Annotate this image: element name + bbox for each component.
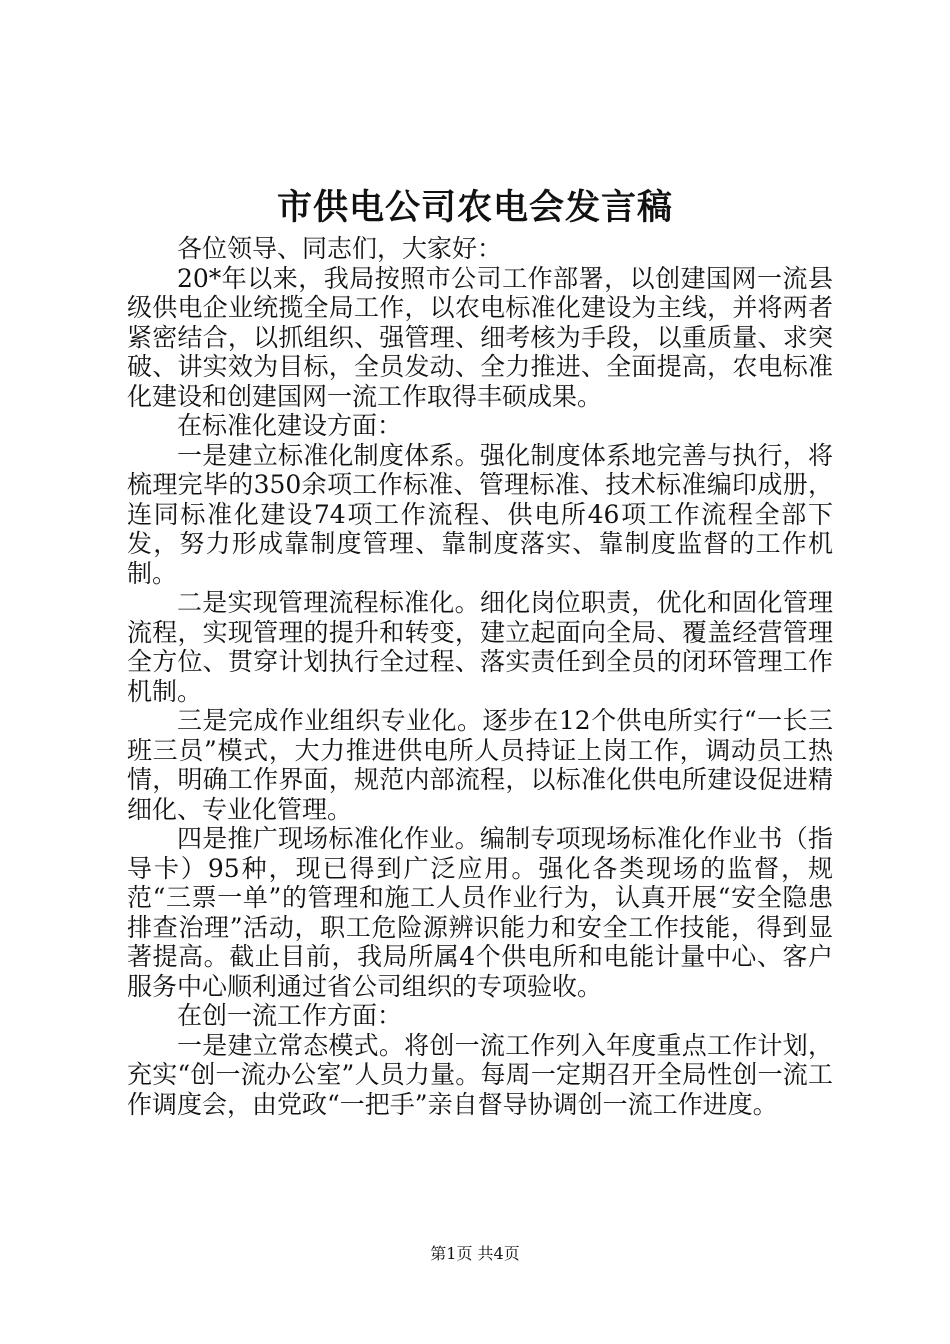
- document-title: 市供电公司农电会发言稿: [276, 187, 673, 228]
- first-class-item-1: 一是建立常态模式。将创一流工作列入年度重点工作计划，充实“创一流办公室”人员力量。每周一定期召开全局性创一流工作调度会，由党政“一把手”亲自督导协调创一流工作进度。: [127, 1030, 833, 1119]
- standardization-item-3: 三是完成作业组织专业化。逐步在12个供电所实行“一长三班三员”模式，大力推进供电所人员持证上岗工作，调动员工热情，明确工作界面，规范内部流程，以标准化供电所建设促进精细化、专业化管理。: [127, 706, 833, 824]
- page-footer: 第1页 共4页: [430, 1244, 520, 1263]
- standardization-item-4: 四是推广现场标准化作业。编制专项现场标准化作业书（指导卡）95种，现已得到广泛应用。强化各类现场的监督，规范“三票一单”的管理和施工人员作业行为，认真开展“安全隐患排查治理”活动，职工危险源辨识能力和安全工作技能，得到显著提高。截止目前，我局所属4个供电所和电能计量中心、客户服务中心顺利通过省公司组织的专项验收。: [127, 824, 833, 1001]
- section-heading-standardization: 在标准化建设方面：: [177, 411, 403, 440]
- greeting-paragraph: 各位领导、同志们，大家好：: [177, 234, 503, 263]
- section-heading-first-class: 在创一流工作方面：: [177, 1001, 403, 1030]
- standardization-item-2: 二是实现管理流程标准化。细化岗位职责，优化和固化管理流程，实现管理的提升和转变，建立起面向全局、覆盖经营管理全方位、贯穿计划执行全过程、落实责任到全员的闭环管理工作机制。: [127, 588, 833, 706]
- standardization-item-1: 一是建立标准化制度体系。强化制度体系地完善与执行，将梳理完毕的350余项工作标准、管理标准、技术标准编印成册，连同标准化建设74项工作流程、供电所46项工作流程全部下发，努力形成靠制度管理、靠制度落实、靠制度监督的工作机制。: [127, 440, 833, 588]
- document-body: [127, 234, 833, 1119]
- intro-paragraph: 20*年以来，我局按照市公司工作部署，以创建国网一流县级供电企业统揽全局工作，以农电标准化建设为主线，并将两者紧密结合，以抓组织、强管理、细考核为手段，以重质量、求突破、讲实效为目标，全员发动、全力推进、全面提高，农电标准化建设和创建国网一流工作取得丰硕成果。: [127, 263, 833, 411]
